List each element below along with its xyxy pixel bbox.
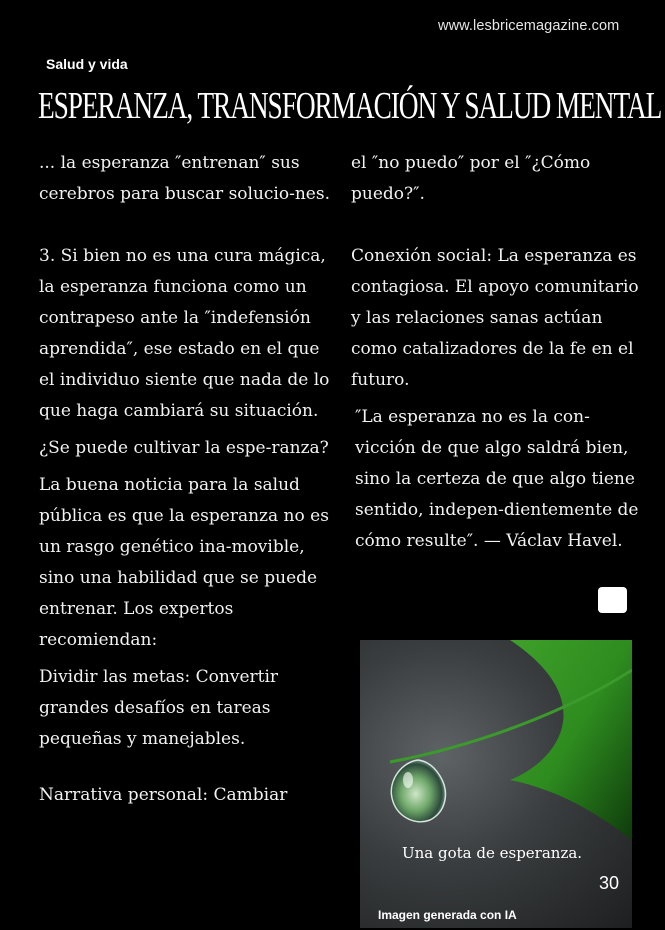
left-paragraph-2: 3. Si bien no es una cura mágica, la esperanza funciona como un contrapeso ante la ″indefensión aprendida″, ese estado en el que el individuo siente que nada de lo que haga cambiará su situación. bbox=[39, 246, 330, 421]
left-column bbox=[39, 148, 339, 811]
figure-caption: Una gota de esperanza. bbox=[402, 844, 583, 862]
water-drop-leaf-icon bbox=[360, 640, 632, 928]
image-credit: Imagen generada con IA bbox=[378, 908, 517, 922]
right-paragraph-2: Conexión social: La esperanza es contagiosa. El apoyo comunitario y las relaciones sanas actúan como catalizadores de la fe en el futuro. bbox=[351, 246, 639, 390]
section-label: Salud y vida bbox=[46, 56, 128, 72]
illustration-figure bbox=[360, 640, 632, 928]
site-url: www.lesbricemagazine.com bbox=[438, 18, 620, 34]
right-paragraph-1: el ″no puedo″ por el ″¿Cómo puedo?″. bbox=[351, 153, 591, 204]
page-title: ESPERANZA, TRANSFORMACIÓN Y SALUD MENTAL bbox=[38, 85, 662, 127]
left-paragraph-4: La buena noticia para la salud pública es que la esperanza no es un rasgo genético ina‐movible, sino una habilidad que se puede entrenar. Los expertos recomiendan: bbox=[39, 475, 329, 650]
white-square-mark bbox=[598, 587, 627, 613]
left-paragraph-3: ¿Se puede cultivar la espe‐ranza? bbox=[39, 438, 329, 458]
left-paragraph-5: Dividir las metas: Convertir grandes desafíos en tareas pequeñas y manejables. bbox=[39, 667, 279, 749]
left-paragraph-1: ... la esperanza ″entrenan″ sus cerebros para buscar solucio‐nes. bbox=[39, 153, 330, 204]
left-paragraph-6: Narrativa personal: Cambiar bbox=[39, 785, 288, 805]
page-number: 30 bbox=[599, 873, 620, 893]
right-column bbox=[351, 148, 641, 557]
pull-quote: ″La esperanza no es la con‐vicción de que algo saldrá bien, sino la certeza de que algo tiene sentido, indepen‐dientemente de cómo resulte″. — Václav Havel. bbox=[355, 407, 639, 551]
